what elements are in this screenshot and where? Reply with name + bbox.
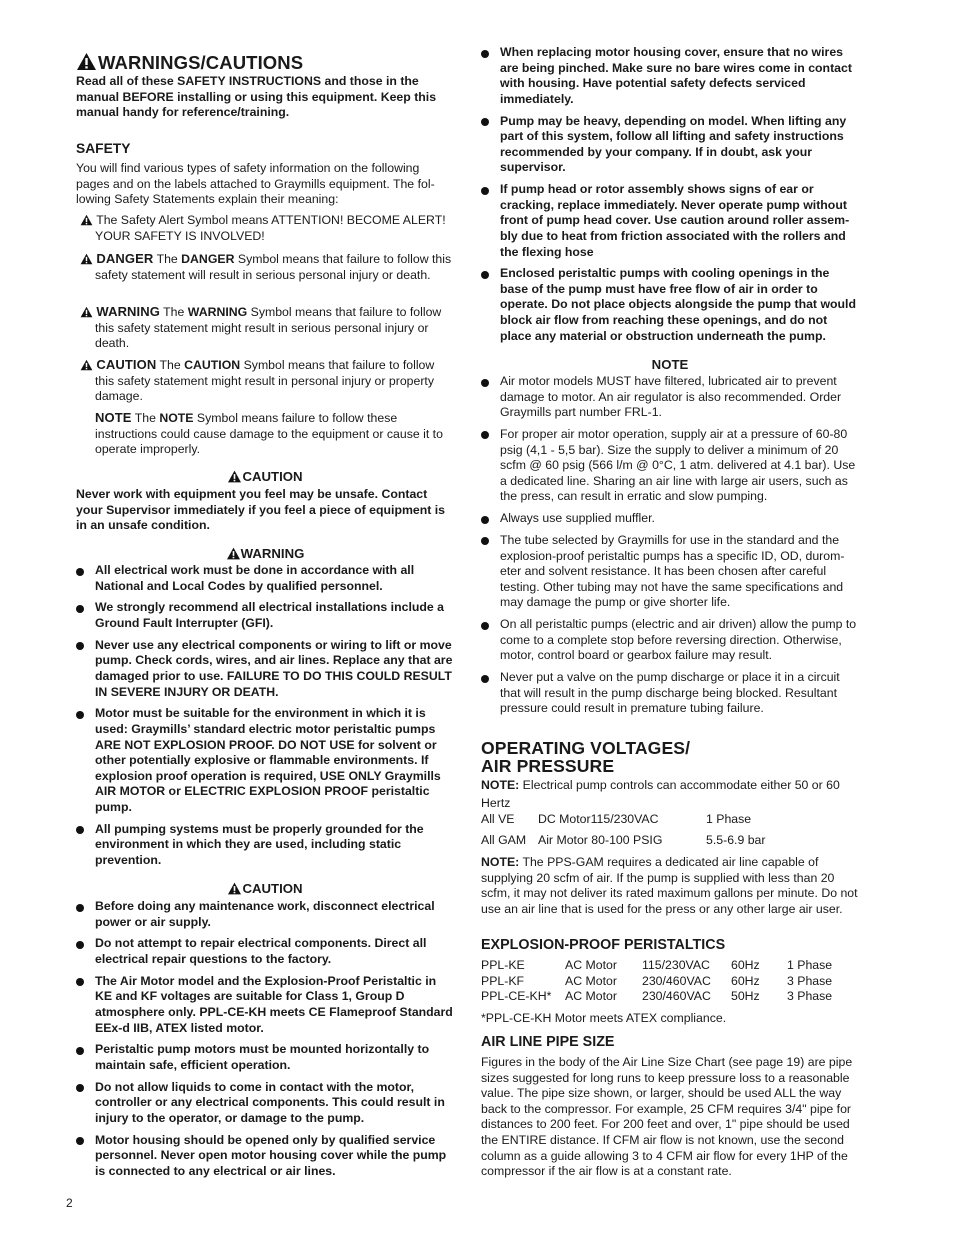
table-cell: 60Hz	[731, 958, 760, 972]
page-title	[76, 52, 303, 74]
danger-word: DANGER	[181, 252, 235, 266]
note-list	[481, 374, 859, 717]
table-cell: DC Motor115/230VAC	[538, 812, 659, 826]
bullet-icon	[76, 826, 84, 834]
table-row	[481, 958, 832, 974]
caution1-heading	[76, 469, 454, 484]
list-item-text: The tube selected by Graymills for use in the standard and the explosion-proof peristaltic pumps has a specific ID, OD, durometer and solvent resistance. It has been chosen after careful testing. Other tubing may not have the same specifications and may damage the pump or give shorter life.	[500, 532, 845, 610]
table-cell: 3 Phase	[787, 973, 833, 988]
bullet-icon	[76, 711, 84, 719]
table-cell: PPL-KF	[481, 973, 525, 988]
warning-pre: The	[163, 305, 188, 319]
intro-text: Read all of these SAFETY INSTRUCTIONS and those in the manual BEFORE installing or using this equipment. Keep this manual handy for reference/training.	[76, 74, 437, 120]
bullet-icon	[76, 642, 84, 650]
bullet-icon	[481, 271, 489, 279]
bullet-icon	[481, 379, 489, 387]
caution-statement	[80, 357, 454, 405]
list-item-text: Never use any electrical components or wiring to lift or move pump. Check cords, wires, and air lines. Replace any that are damaged prior to use. FAILURE TO DO THIS COULD RESULT IN SEVERE INJURY OR DEATH.	[95, 637, 453, 699]
list-item-text: Enclosed peristaltic pumps with cooling openings in the base of the pump must have free flow of air in order to operate. Do not place objects alongside the pump that would block air flow from reaching these openings, and do not place any material or obstruction underneath the pump.	[500, 266, 856, 343]
ov-note-text: Electrical pump controls can accommodate either 50 or 60 Hertz	[481, 778, 840, 810]
ov-note2-text: The PPS-GAM requires a dedicated air line capable of supplying 20 scfm of air. If the pump is supplied with less than 20 scfm, it may not deliver its rated maximum gallons per minute. Do not use an air line that is used for the press or any other large air user.	[481, 855, 858, 916]
bullet-icon	[481, 675, 489, 683]
bullet-icon	[76, 605, 84, 613]
ov-note2	[481, 855, 859, 917]
caution-text: Symbol means that failure to follow this safety statement might result in personal injury or property damage.	[95, 358, 435, 404]
list-item-text: All electrical work must be done in accordance with all National and Local Codes by qualified personnel.	[95, 563, 415, 593]
danger-text: Symbol means that failure to follow this safety statement will result in serious personal injury or death.	[95, 252, 452, 282]
note-statement	[95, 410, 454, 458]
ep-footnote: *PPL-CE-KH Motor meets ATEX compliance.	[481, 1011, 727, 1025]
list-item-text: If pump head or rotor assembly shows signs of ear or cracking, replace immediately. Never operate pump without front of pump head cover. Use caution around roller assembly due to heat from friction associated with the rollers and the flexing hose	[500, 182, 850, 259]
table-row	[481, 974, 832, 990]
list-item-text: When replacing motor housing cover, ensure that no wires are being pinched. Make sure no bare wires come in contact with housing. Have potential safety defects serviced immediately.	[500, 45, 852, 106]
danger-pre: The	[156, 252, 182, 266]
list-item	[481, 45, 859, 107]
table-cell: 60Hz	[731, 973, 760, 988]
air-line-pipe-size-text: Figures in the body of the Air Line Size Chart (see page 19) are pipe sizes suggested for long runs to keep pressure loss to a reasonable value. The pipe size shown, or larger, should be used ALL the way back to the compressor. For example, 25 CFM requires 3/4" pipe for distances to 200 feet. For 200 feet and over, 1" pipe should be used the ENTIRE distance. If CFM air flow is not known, use the second column as a guide allowing 3 to 4 CFM air flow for every 1HP of the compressor if the air flow is at a constant rate.	[481, 1055, 853, 1179]
list-item	[76, 974, 454, 1036]
explosion-proof-heading: EXPLOSION-PROOF PERISTALTICS	[481, 937, 726, 953]
list-item	[481, 266, 859, 344]
list-item-text: Peristaltic pump motors must be mounted horizontally to maintain safe, efficient operation.	[95, 1042, 430, 1072]
list-item	[76, 1042, 454, 1073]
heading-line-2: AIR PRESSURE	[481, 755, 615, 776]
table-cell: 1 Phase	[706, 812, 752, 826]
caution1-text: Never work with equipment you feel may be unsafe. Contact your Supervisor immediately if you feel a piece of equipment is in an unsafe condition.	[76, 487, 446, 533]
warning2-heading	[76, 546, 454, 561]
note-key: NOTE	[95, 410, 132, 425]
table-cell: All GAM	[481, 833, 527, 847]
list-item	[76, 563, 454, 594]
table-cell: 115/230VAC	[642, 958, 710, 972]
list-item	[76, 706, 454, 815]
bullet-icon	[481, 537, 489, 545]
list-item	[76, 899, 454, 930]
page-number: 2	[66, 1196, 73, 1210]
alert-text: The Safety Alert Symbol means ATTENTION! BECOME ALERT! YOUR SAFETY IS INVOLVED!	[95, 213, 446, 243]
list-item-text: On all peristaltic pumps (electric and air driven) allow the pump to come to a complete stop before reversing direction. Otherwise, motor, control board or gearbox failure may result.	[500, 617, 857, 663]
caution2-heading	[76, 881, 454, 896]
bullet-icon	[76, 904, 84, 912]
table-cell: 50Hz	[731, 989, 760, 1004]
danger-triangle-icon	[80, 253, 93, 265]
safety-text: You will find various types of safety information on the following pages and on the labels attached to Graymills equipment. The following Safety Statements explain their meaning:	[76, 161, 435, 207]
caution-pre: The	[159, 358, 185, 372]
table-cell: 230/460VAC	[642, 989, 711, 1004]
list-item	[76, 822, 454, 869]
explosion-proof-table	[481, 958, 832, 1005]
list-item	[76, 638, 454, 700]
caution-word: CAUTION	[184, 358, 241, 372]
warning2-heading-text: WARNING	[240, 546, 305, 561]
list-item	[481, 182, 859, 260]
bullet-icon	[481, 516, 489, 524]
table-row	[481, 989, 832, 1005]
table-cell: AC Motor	[565, 973, 617, 988]
ov-note-label: NOTE:	[481, 778, 520, 792]
list-item-text: The Air Motor model and the Explosion-Proof Peristaltic in KE and KF voltages are suitable for Class 1, Group D atmosphere only. PPL-CE-KH meets CE Flameproof Standard EEx-d IIB, ATEX listed motor.	[95, 973, 453, 1035]
table-cell: 230/460VAC	[642, 973, 711, 988]
alert-statement	[80, 213, 454, 244]
list-item-text: For proper air motor operation, supply air at a pressure of 60-80 psig (4,1 - 5,5 bar). Size the supply to deliver a minimum of 20 scfm @ 60 psig (566 l/m @ 0°C, 1 atm. delivered at 4.1 bar). Use a dedicated line. Sharing an air line with large air users, such as the press, can result in erratic and slow pumping.	[500, 426, 856, 504]
table-cell: AC Motor	[565, 989, 617, 1004]
list-item	[76, 1133, 454, 1180]
bullet-icon	[481, 187, 489, 195]
air-line-pipe-size-heading: AIR LINE PIPE SIZE	[481, 1034, 615, 1050]
right-bold-list	[481, 45, 859, 344]
list-item	[481, 617, 859, 664]
list-item-text: Motor housing should be opened only by qualified service personnel. Never open motor housing cover while the pump is connected to any electrical or air lines.	[95, 1132, 447, 1178]
note-word: NOTE	[159, 411, 194, 425]
bullet-icon	[481, 50, 489, 58]
list-item	[76, 1080, 454, 1127]
table-cell: 5.5-6.9 bar	[706, 833, 766, 847]
warning2-list	[76, 563, 454, 868]
list-item-text: Always use supplied muffler.	[500, 511, 655, 526]
warning-statement	[80, 304, 454, 352]
caution-small-triangle-icon	[80, 359, 93, 371]
note-text: Symbol means failure to follow these instructions could cause damage to the equipment or cause it to operate improperly.	[95, 411, 443, 457]
list-item	[76, 936, 454, 967]
bullet-icon	[481, 431, 489, 439]
bullet-icon	[76, 941, 84, 949]
list-item	[481, 533, 859, 611]
table-cell: PPL-CE-KH*	[481, 989, 552, 1004]
table-row	[481, 833, 765, 849]
list-item	[481, 670, 859, 717]
list-item-text: All pumping systems must be properly grounded for the environment in which they are used, including static prevention.	[95, 821, 424, 867]
list-item-text: Air motor models MUST have filtered, lubricated air to prevent damage to motor. An air regulator is also recommended. Order Graymills part number FRL-1.	[500, 374, 842, 420]
warning-text: Symbol means that failure to follow this safety statement might result in serious personal injury or death.	[95, 305, 442, 351]
bullet-icon	[481, 118, 489, 126]
table-cell: PPL-KE	[481, 958, 525, 972]
warning-key: WARNING	[96, 304, 160, 319]
danger-statement	[80, 251, 454, 283]
operating-voltages-table	[481, 812, 765, 849]
list-item-text: Motor must be suitable for the environment in which it is used: Graymills’ standard electric motor peristaltic pumps ARE NOT EXPLOSION PROOF. DO NOT USE for solvent or other potentially explosive or flammable environments. If explosion proof operation is required, USE ONLY Graymills AIR MOTOR or ELECTRIC EXPLOSION PROOF peristaltic pump.	[95, 706, 441, 814]
table-cell: 1 Phase	[787, 958, 833, 972]
table-cell: All VE	[481, 812, 515, 826]
caution1-triangle-icon	[227, 470, 242, 483]
alert-triangle-icon	[80, 214, 93, 226]
bullet-icon	[76, 978, 84, 986]
bullet-icon	[76, 1047, 84, 1055]
ov-note2-label: NOTE:	[481, 855, 520, 869]
warning-word: WARNING	[187, 305, 248, 319]
warning-triangle-icon	[76, 52, 97, 71]
table-cell: 3 Phase	[787, 989, 833, 1004]
list-item-text: Never put a valve on the pump discharge or place it in a circuit that will result in the pump discharge being blocked. Resultant pressure could result in premature tubing failure.	[500, 670, 840, 716]
caution1-heading-text: CAUTION	[242, 469, 303, 484]
list-item-text: Do not attempt to repair electrical components. Direct all electrical repair questions to the factory.	[95, 936, 427, 966]
list-item	[76, 600, 454, 631]
table-cell: AC Motor	[565, 958, 617, 972]
list-item-text: Do not allow liquids to come in contact with the motor, controller or any electrical components. This could result in injury to the operator, or damage to the pump.	[95, 1079, 445, 1125]
ov-note	[481, 777, 859, 812]
bullet-icon	[76, 1084, 84, 1092]
list-item-text: Pump may be heavy, depending on model. When lifting any part of this system, follow all lifting and safety instructions recommended by your company. If in doubt, ask your supervisor.	[500, 113, 847, 175]
caution-key: CAUTION	[96, 357, 157, 372]
operating-voltages-heading	[481, 740, 690, 776]
danger-key: DANGER	[96, 251, 154, 266]
safety-heading: SAFETY	[76, 141, 131, 156]
heading-line-1: OPERATING VOLTAGES/	[481, 738, 691, 758]
list-item-text: We strongly recommend all electrical installations include a Ground Fault Interrupter (GFI).	[95, 600, 444, 630]
note-heading: NOTE	[651, 357, 689, 372]
bullet-icon	[76, 1137, 84, 1145]
caution2-triangle-icon	[227, 882, 242, 895]
list-item	[481, 511, 859, 527]
caution2-heading-text: CAUTION	[242, 881, 303, 896]
note-pre: The	[134, 411, 160, 425]
list-item	[481, 427, 859, 505]
list-item	[481, 114, 859, 176]
caution2-list	[76, 899, 454, 1179]
table-cell: Air Motor 80-100 PSIG	[538, 833, 663, 847]
bullet-icon	[76, 568, 84, 576]
page-title-text: WARNINGS/CAUTIONS	[98, 52, 304, 73]
warning-small-triangle-icon	[80, 306, 93, 318]
list-item	[481, 374, 859, 421]
table-row	[481, 812, 765, 833]
bullet-icon	[481, 622, 489, 630]
warning2-triangle-icon	[226, 547, 241, 560]
list-item-text: Before doing any maintenance work, disconnect electrical power or air supply.	[95, 899, 435, 929]
